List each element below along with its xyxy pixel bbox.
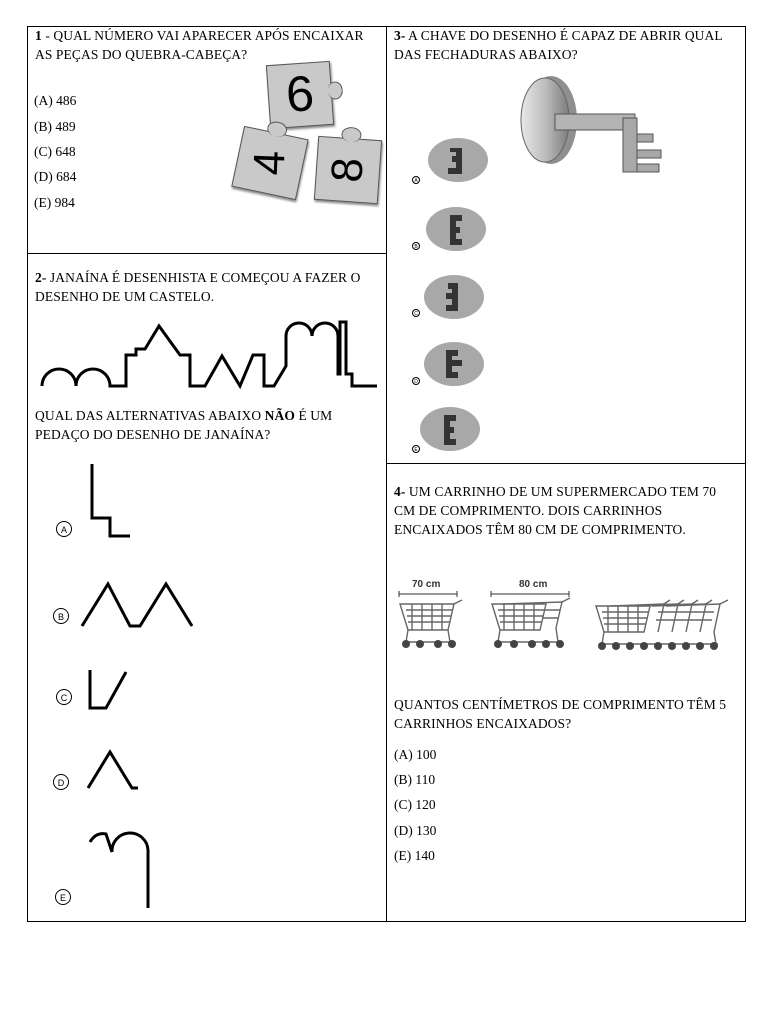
q1-text: - QUAL NÚMERO VAI APARECER APÓS ENCAIXAR AS PEÇAS DO QUEBRA-CABEÇA?	[35, 28, 364, 62]
q3-statement	[394, 26, 739, 64]
keyhole-a-icon	[428, 138, 488, 182]
column-divider	[386, 26, 387, 922]
key-illustration	[515, 76, 675, 176]
puzzle-digit-4: 4	[244, 149, 295, 177]
q1-statement	[35, 26, 380, 64]
q3-lock-e[interactable]	[420, 407, 480, 451]
puzzle-piece-8	[314, 136, 382, 204]
q4-option-c: (C) 120	[394, 797, 436, 812]
keyhole-b-icon	[426, 207, 486, 251]
q3-number: 3-	[394, 28, 406, 43]
q3-lock-a[interactable]	[428, 138, 488, 182]
q1-option-d: (D) 684	[34, 169, 77, 184]
many-carts-illustration	[594, 598, 734, 652]
q1-option-b: (B) 489	[34, 119, 76, 134]
q4-option-a: (A) 100	[394, 747, 437, 762]
left-row-divider	[27, 253, 387, 254]
puzzle-piece-4	[231, 126, 308, 200]
q2-option-d-shape	[86, 748, 140, 792]
q1-option-c: (C) 648	[34, 144, 76, 159]
puzzle-digit-8: 8	[322, 156, 373, 184]
q3-lock-c[interactable]	[424, 275, 484, 319]
q2-option-b-shape	[80, 580, 196, 630]
q4-question: QUANTOS CENTÍMETROS DE COMPRIMENTO TÊM 5 CARRINHOS ENCAIXADOS?	[394, 697, 727, 731]
q3-text: A CHAVE DO DESENHO É CAPAZ DE ABRIR QUAL DAS FECHADURAS ABAIXO?	[394, 28, 723, 62]
q2-option-e-marker[interactable]: E	[55, 889, 71, 905]
q2-question-before: QUAL DAS ALTERNATIVAS ABAIXO	[35, 408, 265, 423]
q4-text: UM CARRINHO DE UM SUPERMERCADO TEM 70 CM DE COMPRIMENTO. DOIS CARRINHOS ENCAIXADOS TÊM 80 CM DE COMPRIMENTO.	[394, 484, 717, 537]
q4-statement	[394, 482, 739, 539]
q2-option-e-shape	[88, 828, 154, 912]
q4-option-d: (D) 130	[394, 823, 437, 838]
q2-option-b-marker[interactable]: B	[53, 608, 69, 624]
q2-option-a-marker[interactable]: A	[56, 521, 72, 537]
q3-option-e-marker[interactable]: E	[412, 445, 420, 453]
puzzle-piece-6	[266, 61, 334, 129]
q1-number: 1	[35, 28, 42, 43]
q2-option-d-marker[interactable]: D	[53, 774, 69, 790]
q4-option-e: (E) 140	[394, 848, 435, 863]
measure-70cm-line	[398, 590, 458, 598]
q2-statement	[35, 268, 380, 306]
q3-lock-d[interactable]	[424, 342, 484, 386]
q2-option-a-shape	[88, 462, 134, 542]
q2-question-after: É UM PEDAÇO DO DESENHO DE JANAÍNA?	[35, 408, 333, 442]
q2-option-c-shape	[86, 668, 130, 712]
q1-option-e: (E) 984	[34, 195, 75, 210]
q3-lock-b[interactable]	[426, 207, 486, 251]
measure-80cm-label: 80 cm	[519, 579, 548, 590]
q4-option-b: (B) 110	[394, 772, 436, 787]
castle-drawing	[40, 318, 380, 390]
q2-number: 2-	[35, 270, 47, 285]
measure-70cm-label: 70 cm	[412, 579, 441, 590]
right-row-divider	[386, 463, 746, 464]
q2-text: JANAÍNA É DESENHISTA E COMEÇOU A FAZER O DESENHO DE UM CASTELO.	[35, 270, 361, 304]
q2-question	[35, 406, 380, 444]
q1-option-a: (A) 486	[34, 93, 77, 108]
q2-option-c-marker[interactable]: C	[56, 689, 72, 705]
q3-option-c-marker[interactable]: C	[412, 309, 420, 317]
keyhole-d-icon	[424, 342, 484, 386]
q3-option-a-marker[interactable]: A	[412, 176, 420, 184]
q3-option-b-marker[interactable]: B	[412, 242, 420, 250]
keyhole-c-icon	[424, 275, 484, 319]
puzzle-digit-6: 6	[284, 65, 316, 123]
keyhole-e-icon	[420, 407, 480, 451]
single-cart-illustration	[398, 598, 468, 650]
q4-number: 4-	[394, 484, 406, 499]
q3-option-d-marker[interactable]: D	[412, 377, 420, 385]
q2-question-bold: NÃO	[264, 408, 295, 423]
two-carts-illustration	[490, 598, 576, 650]
measure-80cm-line	[490, 590, 570, 598]
